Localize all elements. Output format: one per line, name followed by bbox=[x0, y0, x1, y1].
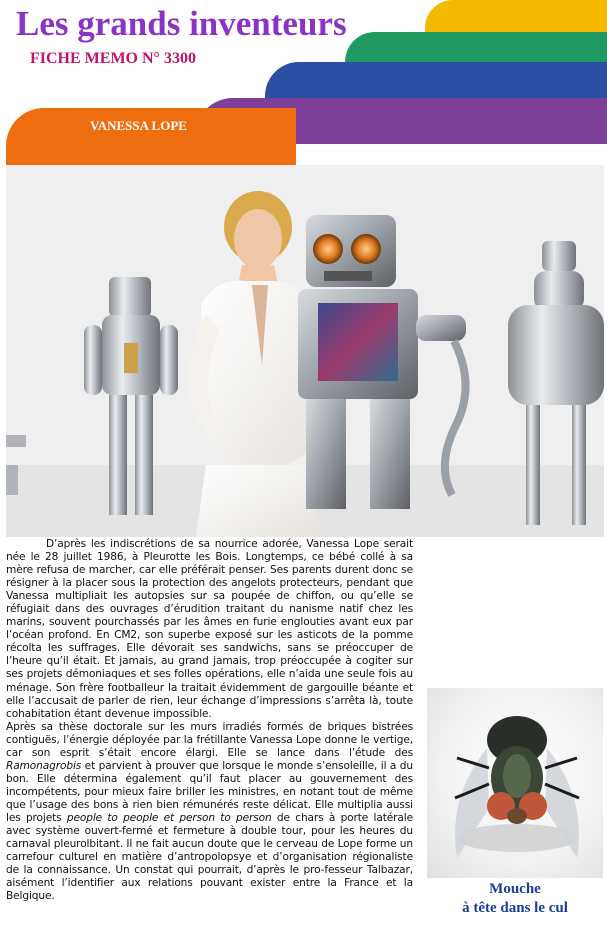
header-banner bbox=[0, 0, 607, 165]
fly-caption-line-2: à tête dans le cul bbox=[462, 900, 568, 916]
paragraph-1-text: D’après les indiscrétions de sa nourrice adorée, Vanessa Lope serait née le 28 juillet 1986, à Pleurotte les Bois. Longtemps, ce bébé collé à sa mère refusa de marcher, car elle préférait penser. Ses parents durent donc se résigner à la placer sous la protection des angelots protecteurs, pendant que Vanessa multipliait les autopsies sur sa poupée de chiffon, ou qu’elle se réfugiait dans des ouvrages d’érudition traitant du nanisme natif chez les marins, souvent pourchassés par les âmes en furie englouties avant eux par l’océan profond. En CM2, son superbe exposé sur les asticots de la pomme récolta les suffrages. Elle dévorait ses sandwichs, sans se préoccuper de l’heure qu’il était. Et jamais, au grand jamais, trop préoccupée à cogiter sur ses projets démoniaques et ses folles opérations, elle n’aida une seule fois au ménage. Son frère footballeur la traitait évidemment de gargouille béante et elle l’accusait de parler de rien, leur échange d’impressions s’arrêta là, toute cohabitation étant devenue impossible. bbox=[6, 538, 413, 720]
fly-caption bbox=[427, 880, 603, 918]
memo-number: FICHE MEMO N° 3300 bbox=[30, 50, 196, 67]
page-title: Les grands inventeurs bbox=[16, 4, 347, 43]
portrait-illustration bbox=[6, 165, 604, 537]
portrait-photo-with-robots bbox=[6, 165, 604, 537]
inventor-name: VANESSA LOPE bbox=[90, 118, 187, 133]
fly-caption-line-1: Mouche bbox=[489, 881, 541, 897]
paragraph-2-emphasis-2: people to people et person to person bbox=[66, 811, 272, 824]
fly-photo bbox=[427, 688, 603, 878]
stripe-orange bbox=[6, 108, 296, 165]
fly-illustration bbox=[427, 688, 603, 878]
paragraph-2-emphasis-1: Ramonagrobis bbox=[6, 759, 82, 772]
paragraph-2-text-c: de chars à porte latérale avec système ouvert-fermé et fermeture à double tour, pour les heures du carnaval pleurolbitant. Il ne fait aucun doute que le cerveau de Lope forme un carrefour culturel en matière d’antropolopsye et d’organisation régionaliste de la connaissance. Un constat qui pourrait, d’après le pro-fesseur Talbazar, aisément l’identifier aux relations pouvant exister entre la France et la Belgique. bbox=[6, 811, 413, 903]
paragraph-2-text-b: et parvient à prouver que lorsque le monde s’ensoleille, il a du bon. Elle détermina également qu’il faut placer au gouvernement des incompétents, pour mieux faire briller les ministres, en notant tout de même que l’usage des bons à rien bien rémunérés reste délicat. Elle multiplia aussi les projets bbox=[6, 759, 413, 824]
paragraph-2-text-a: Après sa thèse doctorale sur les murs irradiés formés de briques bistrées contiguës, l’énergie déployée par la frétillante Vanessa Lope donne le vertige, car son esprit s’était encore élargi. Elle se lance dans l’étude des bbox=[6, 720, 413, 759]
